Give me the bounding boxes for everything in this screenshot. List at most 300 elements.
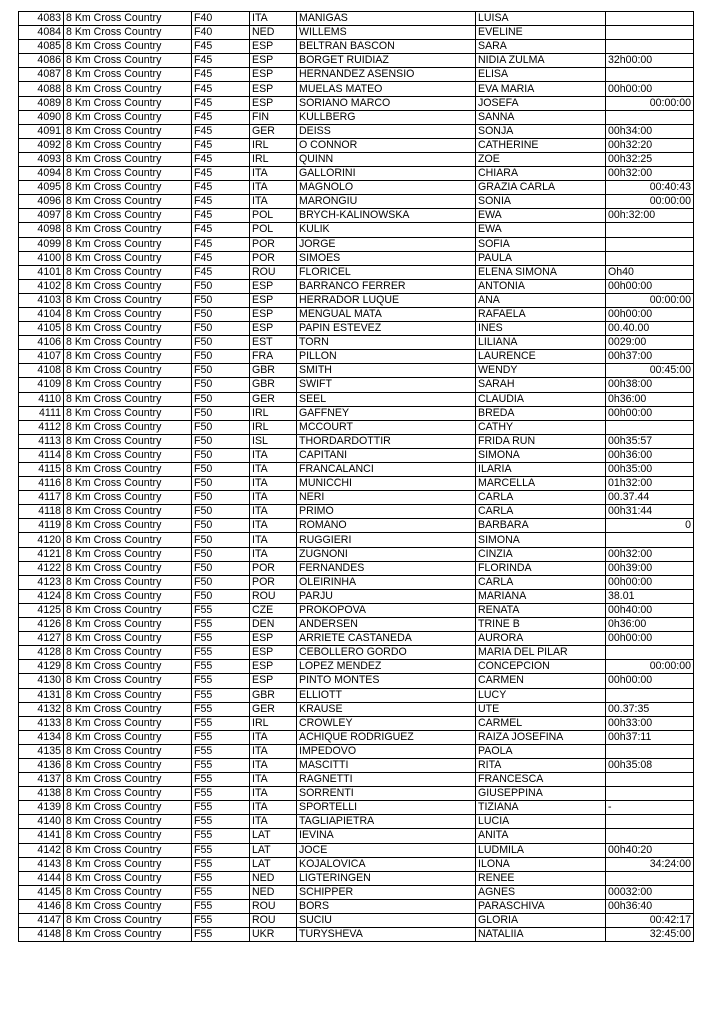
time-cell bbox=[606, 420, 694, 434]
entry-number-cell: 4094 bbox=[19, 167, 64, 181]
category-cell: F55 bbox=[192, 716, 250, 730]
nation-cell: ITA bbox=[250, 801, 297, 815]
category-cell: F45 bbox=[192, 152, 250, 166]
time-cell bbox=[606, 251, 694, 265]
first-name-cell: CATHERINE bbox=[476, 138, 606, 152]
time-cell: 00h35:57 bbox=[606, 434, 694, 448]
time-cell: 34:24:00 bbox=[606, 857, 694, 871]
last-name-cell: CEBOLLERO GORDO bbox=[297, 646, 476, 660]
time-cell: 00h40:20 bbox=[606, 843, 694, 857]
time-cell: 00h00:00 bbox=[606, 674, 694, 688]
first-name-cell: NIDIA ZULMA bbox=[476, 54, 606, 68]
table-row bbox=[19, 885, 694, 899]
category-cell: F55 bbox=[192, 857, 250, 871]
first-name-cell: MARIANA bbox=[476, 589, 606, 603]
category-cell: F45 bbox=[192, 209, 250, 223]
table-row bbox=[19, 660, 694, 674]
last-name-cell: DEISS bbox=[297, 124, 476, 138]
table-row bbox=[19, 96, 694, 110]
nation-cell: ITA bbox=[250, 463, 297, 477]
entry-number-cell: 4144 bbox=[19, 871, 64, 885]
category-cell: F55 bbox=[192, 928, 250, 942]
first-name-cell: ANITA bbox=[476, 829, 606, 843]
last-name-cell: SEEL bbox=[297, 392, 476, 406]
table-row bbox=[19, 773, 694, 787]
table-row bbox=[19, 914, 694, 928]
last-name-cell: PRIMO bbox=[297, 505, 476, 519]
time-cell: 00h00:00 bbox=[606, 575, 694, 589]
category-cell: F50 bbox=[192, 279, 250, 293]
entry-number-cell: 4100 bbox=[19, 251, 64, 265]
time-cell: 00:45:00 bbox=[606, 364, 694, 378]
entry-number-cell: 4126 bbox=[19, 618, 64, 632]
time-cell: 00.37.44 bbox=[606, 491, 694, 505]
nation-cell: ESP bbox=[250, 293, 297, 307]
nation-cell: ITA bbox=[250, 787, 297, 801]
first-name-cell: UTE bbox=[476, 702, 606, 716]
category-cell: F50 bbox=[192, 547, 250, 561]
nation-cell: ESP bbox=[250, 674, 297, 688]
entry-number-cell: 4139 bbox=[19, 801, 64, 815]
entry-number-cell: 4106 bbox=[19, 336, 64, 350]
entry-number-cell: 4088 bbox=[19, 82, 64, 96]
category-cell: F45 bbox=[192, 96, 250, 110]
nation-cell: ESP bbox=[250, 82, 297, 96]
category-cell: F55 bbox=[192, 885, 250, 899]
event-cell: 8 Km Cross Country bbox=[64, 744, 192, 758]
event-cell: 8 Km Cross Country bbox=[64, 702, 192, 716]
first-name-cell: PARASCHIVA bbox=[476, 899, 606, 913]
table-row bbox=[19, 223, 694, 237]
table-row bbox=[19, 758, 694, 772]
table-row bbox=[19, 857, 694, 871]
last-name-cell: SWIFT bbox=[297, 378, 476, 392]
nation-cell: ITA bbox=[250, 181, 297, 195]
event-cell: 8 Km Cross Country bbox=[64, 646, 192, 660]
first-name-cell: ILONA bbox=[476, 857, 606, 871]
time-cell: 0h36:00 bbox=[606, 618, 694, 632]
nation-cell: CZE bbox=[250, 603, 297, 617]
table-row bbox=[19, 138, 694, 152]
event-cell: 8 Km Cross Country bbox=[64, 589, 192, 603]
first-name-cell: ILARIA bbox=[476, 463, 606, 477]
nation-cell: ESP bbox=[250, 279, 297, 293]
table-row bbox=[19, 618, 694, 632]
table-row bbox=[19, 632, 694, 646]
time-cell: 0029:00 bbox=[606, 336, 694, 350]
category-cell: F55 bbox=[192, 702, 250, 716]
table-row bbox=[19, 674, 694, 688]
entry-number-cell: 4129 bbox=[19, 660, 64, 674]
nation-cell: ITA bbox=[250, 491, 297, 505]
time-cell bbox=[606, 829, 694, 843]
time-cell bbox=[606, 744, 694, 758]
nation-cell: ITA bbox=[250, 730, 297, 744]
table-row bbox=[19, 167, 694, 181]
category-cell: F50 bbox=[192, 293, 250, 307]
category-cell: F50 bbox=[192, 336, 250, 350]
table-row bbox=[19, 744, 694, 758]
table-row bbox=[19, 730, 694, 744]
event-cell: 8 Km Cross Country bbox=[64, 152, 192, 166]
event-cell: 8 Km Cross Country bbox=[64, 279, 192, 293]
nation-cell: ITA bbox=[250, 448, 297, 462]
time-cell bbox=[606, 688, 694, 702]
category-cell: F50 bbox=[192, 434, 250, 448]
table-row bbox=[19, 688, 694, 702]
last-name-cell: ACHIQUE RODRIGUEZ bbox=[297, 730, 476, 744]
category-cell: F45 bbox=[192, 124, 250, 138]
event-cell: 8 Km Cross Country bbox=[64, 730, 192, 744]
last-name-cell: MUELAS MATEO bbox=[297, 82, 476, 96]
last-name-cell: BARRANCO FERRER bbox=[297, 279, 476, 293]
entry-number-cell: 4113 bbox=[19, 434, 64, 448]
first-name-cell: CLAUDIA bbox=[476, 392, 606, 406]
table-row bbox=[19, 209, 694, 223]
first-name-cell: LUDMILA bbox=[476, 843, 606, 857]
event-cell: 8 Km Cross Country bbox=[64, 829, 192, 843]
entry-number-cell: 4104 bbox=[19, 307, 64, 321]
category-cell: F55 bbox=[192, 603, 250, 617]
entry-number-cell: 4107 bbox=[19, 350, 64, 364]
event-cell: 8 Km Cross Country bbox=[64, 181, 192, 195]
entry-number-cell: 4123 bbox=[19, 575, 64, 589]
entry-number-cell: 4143 bbox=[19, 857, 64, 871]
nation-cell: ITA bbox=[250, 547, 297, 561]
entry-number-cell: 4095 bbox=[19, 181, 64, 195]
nation-cell: ESP bbox=[250, 68, 297, 82]
category-cell: F55 bbox=[192, 871, 250, 885]
time-cell: 00h00:00 bbox=[606, 279, 694, 293]
last-name-cell: JOCE bbox=[297, 843, 476, 857]
time-cell: 00h00:00 bbox=[606, 632, 694, 646]
entry-number-cell: 4084 bbox=[19, 26, 64, 40]
entry-number-cell: 4119 bbox=[19, 519, 64, 533]
table-row bbox=[19, 392, 694, 406]
entry-number-cell: 4137 bbox=[19, 773, 64, 787]
event-cell: 8 Km Cross Country bbox=[64, 124, 192, 138]
table-row bbox=[19, 124, 694, 138]
nation-cell: ITA bbox=[250, 758, 297, 772]
entry-number-cell: 4125 bbox=[19, 603, 64, 617]
last-name-cell: ANDERSEN bbox=[297, 618, 476, 632]
time-cell bbox=[606, 773, 694, 787]
nation-cell: ESP bbox=[250, 632, 297, 646]
first-name-cell: EVELINE bbox=[476, 26, 606, 40]
table-row bbox=[19, 434, 694, 448]
nation-cell: POR bbox=[250, 251, 297, 265]
first-name-cell: RAFAELA bbox=[476, 307, 606, 321]
first-name-cell: CARLA bbox=[476, 505, 606, 519]
last-name-cell: ARRIETE CASTANEDA bbox=[297, 632, 476, 646]
time-cell: 00h33:00 bbox=[606, 716, 694, 730]
first-name-cell: SOFIA bbox=[476, 237, 606, 251]
time-cell bbox=[606, 12, 694, 26]
category-cell: F50 bbox=[192, 364, 250, 378]
event-cell: 8 Km Cross Country bbox=[64, 68, 192, 82]
time-cell: Oh40 bbox=[606, 265, 694, 279]
first-name-cell: RAIZA JOSEFINA bbox=[476, 730, 606, 744]
event-cell: 8 Km Cross Country bbox=[64, 54, 192, 68]
table-row bbox=[19, 350, 694, 364]
nation-cell: GBR bbox=[250, 688, 297, 702]
time-cell: 38.01 bbox=[606, 589, 694, 603]
first-name-cell: AGNES bbox=[476, 885, 606, 899]
last-name-cell: SCHIPPER bbox=[297, 885, 476, 899]
entry-number-cell: 4114 bbox=[19, 448, 64, 462]
entry-number-cell: 4115 bbox=[19, 463, 64, 477]
entry-number-cell: 4101 bbox=[19, 265, 64, 279]
first-name-cell: ANTONIA bbox=[476, 279, 606, 293]
table-row bbox=[19, 279, 694, 293]
entry-number-cell: 4128 bbox=[19, 646, 64, 660]
entry-number-cell: 4083 bbox=[19, 12, 64, 26]
first-name-cell: GLORIA bbox=[476, 914, 606, 928]
event-cell: 8 Km Cross Country bbox=[64, 477, 192, 491]
nation-cell: NED bbox=[250, 26, 297, 40]
category-cell: F50 bbox=[192, 322, 250, 336]
first-name-cell: AURORA bbox=[476, 632, 606, 646]
last-name-cell: RAGNETTI bbox=[297, 773, 476, 787]
first-name-cell: CHIARA bbox=[476, 167, 606, 181]
nation-cell: ITA bbox=[250, 744, 297, 758]
first-name-cell: FRIDA RUN bbox=[476, 434, 606, 448]
first-name-cell: RENATA bbox=[476, 603, 606, 617]
entry-number-cell: 4092 bbox=[19, 138, 64, 152]
event-cell: 8 Km Cross Country bbox=[64, 561, 192, 575]
event-cell: 8 Km Cross Country bbox=[64, 914, 192, 928]
table-row bbox=[19, 561, 694, 575]
nation-cell: ITA bbox=[250, 519, 297, 533]
category-cell: F55 bbox=[192, 730, 250, 744]
first-name-cell: MARIA DEL PILAR bbox=[476, 646, 606, 660]
category-cell: F45 bbox=[192, 110, 250, 124]
event-cell: 8 Km Cross Country bbox=[64, 773, 192, 787]
first-name-cell: CARMEL bbox=[476, 716, 606, 730]
nation-cell: POL bbox=[250, 209, 297, 223]
category-cell: F45 bbox=[192, 54, 250, 68]
time-cell: 00:00:00 bbox=[606, 96, 694, 110]
nation-cell: ESP bbox=[250, 660, 297, 674]
time-cell: 00h34:00 bbox=[606, 124, 694, 138]
category-cell: F55 bbox=[192, 688, 250, 702]
nation-cell: FIN bbox=[250, 110, 297, 124]
event-cell: 8 Km Cross Country bbox=[64, 885, 192, 899]
entry-number-cell: 4093 bbox=[19, 152, 64, 166]
table-row bbox=[19, 843, 694, 857]
entry-number-cell: 4111 bbox=[19, 406, 64, 420]
last-name-cell: SORIANO MARCO bbox=[297, 96, 476, 110]
entry-number-cell: 4091 bbox=[19, 124, 64, 138]
table-row bbox=[19, 801, 694, 815]
category-cell: F55 bbox=[192, 773, 250, 787]
entry-number-cell: 4089 bbox=[19, 96, 64, 110]
last-name-cell: GAFFNEY bbox=[297, 406, 476, 420]
table-row bbox=[19, 251, 694, 265]
entry-number-cell: 4140 bbox=[19, 815, 64, 829]
nation-cell: ITA bbox=[250, 533, 297, 547]
last-name-cell: KRAUSE bbox=[297, 702, 476, 716]
time-cell: 00h37:11 bbox=[606, 730, 694, 744]
last-name-cell: CAPITANI bbox=[297, 448, 476, 462]
table-row bbox=[19, 702, 694, 716]
event-cell: 8 Km Cross Country bbox=[64, 195, 192, 209]
last-name-cell: MASCITTI bbox=[297, 758, 476, 772]
category-cell: F50 bbox=[192, 505, 250, 519]
last-name-cell: PROKOPOVA bbox=[297, 603, 476, 617]
nation-cell: ITA bbox=[250, 773, 297, 787]
first-name-cell: JOSEFA bbox=[476, 96, 606, 110]
entry-number-cell: 4102 bbox=[19, 279, 64, 293]
event-cell: 8 Km Cross Country bbox=[64, 251, 192, 265]
nation-cell: LAT bbox=[250, 829, 297, 843]
event-cell: 8 Km Cross Country bbox=[64, 110, 192, 124]
event-cell: 8 Km Cross Country bbox=[64, 336, 192, 350]
first-name-cell: SONIA bbox=[476, 195, 606, 209]
nation-cell: IRL bbox=[250, 406, 297, 420]
category-cell: F45 bbox=[192, 237, 250, 251]
entry-number-cell: 4131 bbox=[19, 688, 64, 702]
nation-cell: GER bbox=[250, 124, 297, 138]
category-cell: F50 bbox=[192, 463, 250, 477]
table-row bbox=[19, 40, 694, 54]
event-cell: 8 Km Cross Country bbox=[64, 138, 192, 152]
category-cell: F50 bbox=[192, 491, 250, 505]
table-row bbox=[19, 12, 694, 26]
event-cell: 8 Km Cross Country bbox=[64, 801, 192, 815]
nation-cell: POR bbox=[250, 575, 297, 589]
entry-number-cell: 4108 bbox=[19, 364, 64, 378]
first-name-cell: BREDA bbox=[476, 406, 606, 420]
event-cell: 8 Km Cross Country bbox=[64, 364, 192, 378]
nation-cell: NED bbox=[250, 885, 297, 899]
category-cell: F45 bbox=[192, 181, 250, 195]
category-cell: F50 bbox=[192, 392, 250, 406]
nation-cell: ISL bbox=[250, 434, 297, 448]
category-cell: F50 bbox=[192, 448, 250, 462]
event-cell: 8 Km Cross Country bbox=[64, 632, 192, 646]
first-name-cell: LUCY bbox=[476, 688, 606, 702]
first-name-cell: EWA bbox=[476, 223, 606, 237]
last-name-cell: NERI bbox=[297, 491, 476, 505]
entry-number-cell: 4120 bbox=[19, 533, 64, 547]
table-row bbox=[19, 491, 694, 505]
first-name-cell: EWA bbox=[476, 209, 606, 223]
nation-cell: GBR bbox=[250, 364, 297, 378]
nation-cell: ESP bbox=[250, 40, 297, 54]
first-name-cell: CARMEN bbox=[476, 674, 606, 688]
table-row bbox=[19, 575, 694, 589]
event-cell: 8 Km Cross Country bbox=[64, 322, 192, 336]
event-cell: 8 Km Cross Country bbox=[64, 40, 192, 54]
time-cell: 00h32:20 bbox=[606, 138, 694, 152]
last-name-cell: LIGTERINGEN bbox=[297, 871, 476, 885]
entry-number-cell: 4098 bbox=[19, 223, 64, 237]
event-cell: 8 Km Cross Country bbox=[64, 392, 192, 406]
event-cell: 8 Km Cross Country bbox=[64, 448, 192, 462]
time-cell: 00h31:44 bbox=[606, 505, 694, 519]
time-cell: 00h35:00 bbox=[606, 463, 694, 477]
last-name-cell: QUINN bbox=[297, 152, 476, 166]
time-cell bbox=[606, 40, 694, 54]
time-cell: 00h00:00 bbox=[606, 307, 694, 321]
time-cell bbox=[606, 787, 694, 801]
last-name-cell: WILLEMS bbox=[297, 26, 476, 40]
time-cell: 00.37:35 bbox=[606, 702, 694, 716]
last-name-cell: IEVINA bbox=[297, 829, 476, 843]
first-name-cell: NATALIIA bbox=[476, 928, 606, 942]
time-cell: 00h32:25 bbox=[606, 152, 694, 166]
entry-number-cell: 4138 bbox=[19, 787, 64, 801]
first-name-cell: PAULA bbox=[476, 251, 606, 265]
table-row bbox=[19, 533, 694, 547]
first-name-cell: LUCIA bbox=[476, 815, 606, 829]
event-cell: 8 Km Cross Country bbox=[64, 871, 192, 885]
nation-cell: ITA bbox=[250, 167, 297, 181]
entry-number-cell: 4118 bbox=[19, 505, 64, 519]
time-cell bbox=[606, 237, 694, 251]
event-cell: 8 Km Cross Country bbox=[64, 815, 192, 829]
nation-cell: ROU bbox=[250, 265, 297, 279]
entry-number-cell: 4132 bbox=[19, 702, 64, 716]
event-cell: 8 Km Cross Country bbox=[64, 209, 192, 223]
entry-number-cell: 4090 bbox=[19, 110, 64, 124]
nation-cell: UKR bbox=[250, 928, 297, 942]
first-name-cell: FRANCESCA bbox=[476, 773, 606, 787]
first-name-cell: SANNA bbox=[476, 110, 606, 124]
table-row bbox=[19, 265, 694, 279]
time-cell: 0h36:00 bbox=[606, 392, 694, 406]
table-row bbox=[19, 603, 694, 617]
table-row bbox=[19, 378, 694, 392]
first-name-cell: CATHY bbox=[476, 420, 606, 434]
time-cell: 00:00:00 bbox=[606, 195, 694, 209]
event-cell: 8 Km Cross Country bbox=[64, 688, 192, 702]
category-cell: F55 bbox=[192, 899, 250, 913]
entry-number-cell: 4148 bbox=[19, 928, 64, 942]
last-name-cell: BORGET RUIDIAZ bbox=[297, 54, 476, 68]
table-row bbox=[19, 322, 694, 336]
table-row bbox=[19, 26, 694, 40]
last-name-cell: PILLON bbox=[297, 350, 476, 364]
nation-cell: LAT bbox=[250, 857, 297, 871]
last-name-cell: LOPEZ MENDEZ bbox=[297, 660, 476, 674]
first-name-cell: RENEE bbox=[476, 871, 606, 885]
table-row bbox=[19, 195, 694, 209]
event-cell: 8 Km Cross Country bbox=[64, 575, 192, 589]
last-name-cell: O CONNOR bbox=[297, 138, 476, 152]
time-cell: 00h00:00 bbox=[606, 406, 694, 420]
last-name-cell: KULIK bbox=[297, 223, 476, 237]
category-cell: F50 bbox=[192, 350, 250, 364]
category-cell: F55 bbox=[192, 744, 250, 758]
table-row bbox=[19, 815, 694, 829]
table-row bbox=[19, 463, 694, 477]
results-table-body bbox=[19, 12, 694, 942]
nation-cell: EST bbox=[250, 336, 297, 350]
first-name-cell: MARCELLA bbox=[476, 477, 606, 491]
category-cell: F45 bbox=[192, 195, 250, 209]
first-name-cell: BARBARA bbox=[476, 519, 606, 533]
entry-number-cell: 4086 bbox=[19, 54, 64, 68]
last-name-cell: PINTO MONTES bbox=[297, 674, 476, 688]
first-name-cell: SIMONA bbox=[476, 448, 606, 462]
time-cell: 00:40:43 bbox=[606, 181, 694, 195]
category-cell: F55 bbox=[192, 914, 250, 928]
last-name-cell: THORDARDOTTIR bbox=[297, 434, 476, 448]
table-row bbox=[19, 646, 694, 660]
first-name-cell: CARLA bbox=[476, 491, 606, 505]
